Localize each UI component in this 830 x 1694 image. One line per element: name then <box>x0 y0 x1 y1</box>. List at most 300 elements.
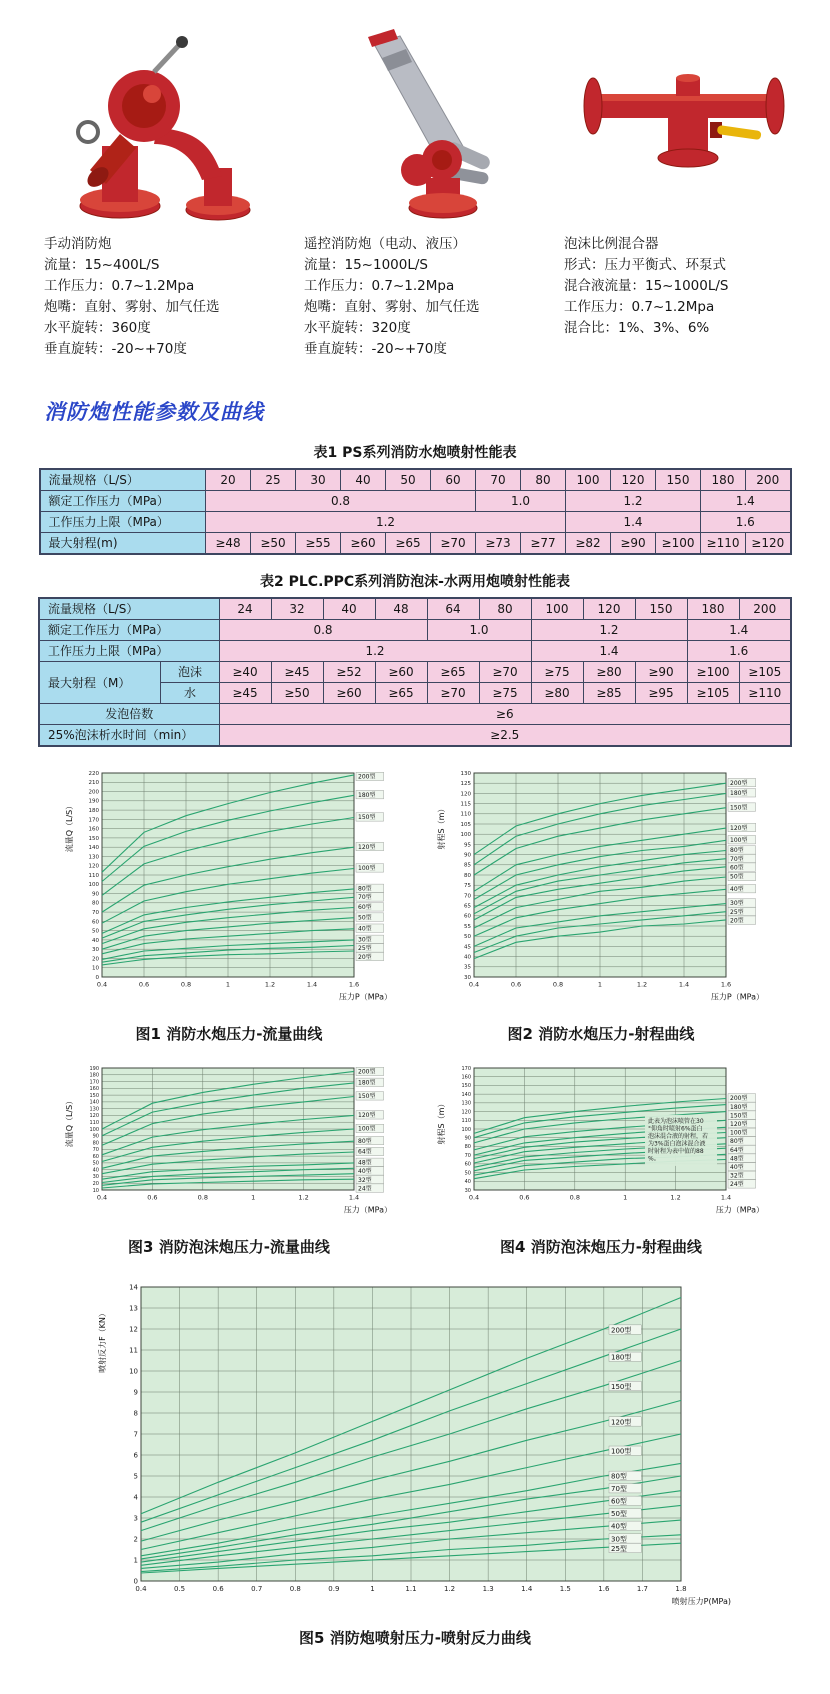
svg-text:85: 85 <box>464 862 471 869</box>
svg-text:10: 10 <box>92 965 99 972</box>
svg-text:90: 90 <box>464 1134 471 1141</box>
data-cell: ≥110 <box>701 532 746 554</box>
product-spec-line: 工作压力：0.7~1.2Mpa <box>304 277 455 294</box>
data-cell: ≥82 <box>566 532 611 554</box>
svg-text:1.2: 1.2 <box>670 1193 681 1202</box>
svg-text:0.4: 0.4 <box>135 1584 147 1593</box>
svg-text:35: 35 <box>464 964 471 971</box>
svg-text:50: 50 <box>464 1169 471 1176</box>
svg-text:100型: 100型 <box>611 1447 632 1456</box>
svg-text:压力P（MPa）: 压力P（MPa） <box>338 992 392 1002</box>
chart-caption: 图4 消防泡沫炮压力-射程曲线 <box>500 1237 702 1256</box>
svg-text:10: 10 <box>92 1187 99 1194</box>
svg-text:30: 30 <box>92 946 99 953</box>
product-spec-line: 工作压力：0.7~1.2Mpa <box>44 277 195 294</box>
svg-text:20: 20 <box>92 1180 99 1187</box>
product-spec-line: 流量：15~1000L/S <box>304 256 428 273</box>
svg-text:45: 45 <box>464 943 471 950</box>
svg-text:1: 1 <box>251 1193 256 1202</box>
svg-text:100: 100 <box>461 1126 471 1133</box>
data-cell: 1.2 <box>566 490 701 511</box>
svg-text:55: 55 <box>464 923 471 930</box>
svg-text:130: 130 <box>461 1100 471 1107</box>
svg-text:190: 190 <box>88 798 99 805</box>
svg-text:1.2: 1.2 <box>636 980 648 989</box>
svg-text:流量Q（L/S）: 流量Q（L/S） <box>65 801 74 852</box>
svg-text:70: 70 <box>92 1146 99 1153</box>
data-cell: ≥52 <box>323 661 375 682</box>
data-cell: ≥80 <box>583 661 635 682</box>
svg-text:150: 150 <box>461 1082 471 1089</box>
svg-text:150型: 150型 <box>730 1111 748 1119</box>
data-cell: ≥65 <box>375 682 427 703</box>
svg-text:50: 50 <box>92 928 99 935</box>
charts-row-2 <box>0 1060 830 1257</box>
data-cell: 180 <box>687 598 739 620</box>
data-cell: 1.6 <box>687 640 791 661</box>
svg-text:80: 80 <box>464 872 471 879</box>
svg-text:32型: 32型 <box>730 1172 744 1180</box>
charts-row-1 <box>0 763 830 1044</box>
svg-text:30: 30 <box>92 1173 99 1180</box>
svg-text:13: 13 <box>129 1303 138 1312</box>
data-cell: 1.6 <box>701 511 791 532</box>
row-label-cell: 工作压力上限（MPa） <box>40 511 206 532</box>
data-cell: 150 <box>635 598 687 620</box>
svg-text:160: 160 <box>88 826 99 833</box>
svg-text:25型: 25型 <box>611 1544 627 1553</box>
svg-text:1.6: 1.6 <box>720 980 732 989</box>
svg-text:压力（MPa）: 压力（MPa） <box>343 1205 392 1215</box>
table-row <box>39 619 791 640</box>
data-cell: ≥60 <box>341 532 386 554</box>
svg-text:时射程为表中值的88: 时射程为表中值的88 <box>648 1147 704 1155</box>
svg-text:射程S（m）: 射程S（m） <box>437 1099 446 1144</box>
svg-text:2: 2 <box>133 1534 138 1543</box>
svg-text:30: 30 <box>464 974 471 981</box>
svg-text:65: 65 <box>464 903 471 910</box>
figure-4 <box>432 1060 770 1257</box>
svg-text:70型: 70型 <box>611 1484 627 1493</box>
svg-text:100型: 100型 <box>358 1125 376 1133</box>
svg-text:160: 160 <box>461 1073 471 1080</box>
svg-text:0: 0 <box>133 1576 138 1585</box>
svg-text:0.9: 0.9 <box>328 1584 340 1593</box>
table-row <box>39 598 791 620</box>
svg-text:120: 120 <box>88 863 99 870</box>
svg-text:0.8: 0.8 <box>289 1584 301 1593</box>
svg-text:40: 40 <box>92 937 99 944</box>
product-spec-line: 垂直旋转：-20~+70度 <box>304 340 447 357</box>
data-cell: 70 <box>476 469 521 491</box>
svg-text:24型: 24型 <box>730 1180 744 1188</box>
svg-text:泡沫混合液的射程，若: 泡沫混合液的射程，若 <box>648 1132 709 1140</box>
svg-text:0.4: 0.4 <box>468 980 480 989</box>
row-label-cell: 发泡倍数 <box>39 703 219 724</box>
data-cell: ≥65 <box>386 532 431 554</box>
svg-text:0.6: 0.6 <box>138 980 150 989</box>
svg-text:40型: 40型 <box>611 1522 627 1531</box>
proportioner-top-cap <box>676 74 700 96</box>
data-cell: 1.0 <box>427 619 531 640</box>
svg-text:压力P（MPa）: 压力P（MPa） <box>710 992 764 1002</box>
row-label-cell: 水 <box>161 682 219 703</box>
product-spec-line: 工作压力：0.7~1.2Mpa <box>564 298 715 315</box>
product-foam-proportioner <box>564 26 800 360</box>
svg-text:60型: 60型 <box>358 903 372 911</box>
data-cell: ≥110 <box>739 682 791 703</box>
svg-text:80: 80 <box>464 1143 471 1150</box>
data-cell: ≥60 <box>375 661 427 682</box>
data-cell: ≥75 <box>531 661 583 682</box>
svg-text:1.4: 1.4 <box>521 1584 533 1593</box>
svg-text:此表为泡沫喷管在30: 此表为泡沫喷管在30 <box>648 1117 704 1125</box>
svg-text:40型: 40型 <box>730 1163 744 1171</box>
svg-text:80: 80 <box>92 1139 99 1146</box>
product-photo-remote-fire-monitor-image <box>322 28 522 228</box>
data-cell: 80 <box>521 469 566 491</box>
data-cell: 20 <box>206 469 251 491</box>
data-cell: ≥105 <box>687 682 739 703</box>
data-cell: ≥80 <box>531 682 583 703</box>
product-name: 手动消防炮 <box>44 236 112 252</box>
data-cell: ≥105 <box>739 661 791 682</box>
svg-text:180型: 180型 <box>730 789 748 797</box>
svg-text:1: 1 <box>225 980 231 989</box>
svg-text:0.8: 0.8 <box>180 980 192 989</box>
svg-text:75: 75 <box>464 882 471 889</box>
svg-text:170: 170 <box>88 816 99 823</box>
svg-text:115: 115 <box>460 801 471 808</box>
svg-text:180: 180 <box>88 807 99 814</box>
svg-text:50: 50 <box>92 1160 99 1167</box>
svg-text:50型: 50型 <box>611 1509 627 1518</box>
svg-text:1.5: 1.5 <box>559 1584 571 1593</box>
svg-text:90: 90 <box>92 1133 99 1140</box>
svg-text:210: 210 <box>88 779 99 786</box>
svg-text:5: 5 <box>133 1471 138 1480</box>
svg-text:20型: 20型 <box>730 916 744 924</box>
data-cell: 0.8 <box>219 619 427 640</box>
svg-text:6: 6 <box>133 1450 138 1459</box>
data-cell: ≥55 <box>296 532 341 554</box>
data-cell: ≥100 <box>656 532 701 554</box>
svg-text:220: 220 <box>88 770 99 777</box>
table-row <box>39 640 791 661</box>
data-cell: 120 <box>583 598 635 620</box>
product-spec-line: 炮嘴：直射、雾射、加气任选 <box>44 298 220 315</box>
svg-text:100: 100 <box>89 1126 99 1133</box>
svg-text:100: 100 <box>460 831 471 838</box>
data-cell: 30 <box>296 469 341 491</box>
data-cell: ≥45 <box>271 661 323 682</box>
svg-text:180型: 180型 <box>358 791 376 799</box>
svg-text:70型: 70型 <box>730 855 744 863</box>
svg-text:1.6: 1.6 <box>348 980 360 989</box>
product-photo-wrap <box>564 26 800 228</box>
data-cell: 24 <box>219 598 271 620</box>
svg-text:0.7: 0.7 <box>251 1584 263 1593</box>
product-remote-monitor <box>304 26 540 360</box>
chart-fig1-pressure-flow <box>60 763 398 1017</box>
svg-text:200型: 200型 <box>730 1094 748 1102</box>
svg-text:1: 1 <box>623 1193 628 1202</box>
data-cell: 1.4 <box>531 640 687 661</box>
svg-text:60: 60 <box>92 1153 99 1160</box>
svg-text:160: 160 <box>89 1085 99 1092</box>
proportioner-body <box>658 116 718 167</box>
svg-text:48型: 48型 <box>730 1154 744 1162</box>
svg-text:80型: 80型 <box>730 846 744 854</box>
svg-text:32型: 32型 <box>358 1176 372 1184</box>
row-label-cell: 最大射程（M） <box>39 661 161 703</box>
svg-text:40: 40 <box>464 954 471 961</box>
chart-fig4-foam-pressure-range <box>432 1060 770 1230</box>
product-photo-wrap <box>44 26 280 228</box>
svg-text:130: 130 <box>89 1105 99 1112</box>
svg-text:1.4: 1.4 <box>678 980 690 989</box>
chart-caption: 图5 消防炮喷射压力-喷射反力曲线 <box>299 1628 531 1647</box>
data-cell: ≥100 <box>687 661 739 682</box>
data-cell: 25 <box>251 469 296 491</box>
svg-text:0.6: 0.6 <box>147 1193 158 1202</box>
row-label-cell: 流量规格（L/S） <box>40 469 206 491</box>
svg-text:60: 60 <box>92 918 99 925</box>
svg-text:30型: 30型 <box>730 899 744 907</box>
table2-title: 表2 PLC.PPC系列消防泡沫-水两用炮喷射性能表 <box>260 573 570 590</box>
svg-text:64型: 64型 <box>358 1148 372 1156</box>
data-cell: 0.8 <box>206 490 476 511</box>
svg-text:30型: 30型 <box>358 936 372 944</box>
products-row <box>0 0 830 360</box>
table2-plc-ppc-series-performance <box>38 597 792 747</box>
product-spec-line: 混合液流量：15~1000L/S <box>564 277 729 294</box>
svg-text:0.4: 0.4 <box>96 980 108 989</box>
svg-text:40型: 40型 <box>358 1167 372 1175</box>
product-photo-foam-proportioner-image <box>572 42 792 202</box>
product-spec-line: 流量：15~400L/S <box>44 256 160 273</box>
svg-text:70型: 70型 <box>358 893 372 901</box>
row-label-cell: 额定工作压力（MPa） <box>40 490 206 511</box>
svg-text:120型: 120型 <box>730 1120 748 1128</box>
svg-text:1: 1 <box>133 1555 138 1564</box>
svg-text:100型: 100型 <box>358 864 376 872</box>
svg-text:25型: 25型 <box>358 944 372 952</box>
svg-text:200型: 200型 <box>611 1325 632 1334</box>
svg-text:80型: 80型 <box>730 1137 744 1145</box>
svg-text:100型: 100型 <box>730 836 748 844</box>
data-cell: 100 <box>531 598 583 620</box>
data-cell: 1.0 <box>476 490 566 511</box>
row-label-cell: 泡沫 <box>161 661 219 682</box>
svg-text:70: 70 <box>92 909 99 916</box>
svg-text:%。: %。 <box>648 1154 660 1162</box>
data-cell: ≥73 <box>476 532 521 554</box>
product-spec-line: 水平旋转：360度 <box>44 319 151 336</box>
svg-text:70: 70 <box>464 1152 471 1159</box>
table1-ps-series-performance <box>39 468 792 555</box>
svg-text:120型: 120型 <box>611 1417 632 1426</box>
svg-text:120: 120 <box>89 1112 99 1119</box>
svg-text:110: 110 <box>88 872 99 879</box>
chart-fig2-pressure-range <box>432 763 770 1017</box>
svg-text:1.2: 1.2 <box>444 1584 456 1593</box>
svg-text:80型: 80型 <box>358 1137 372 1145</box>
charts-row-3 <box>0 1275 830 1648</box>
data-cell: 48 <box>375 598 427 620</box>
svg-text:4: 4 <box>133 1492 138 1501</box>
svg-text:150型: 150型 <box>611 1382 632 1391</box>
svg-text:30型: 30型 <box>611 1534 627 1543</box>
svg-text:200型: 200型 <box>358 1068 376 1076</box>
product-spec-line: 水平旋转：320度 <box>304 319 411 336</box>
svg-text:90: 90 <box>464 852 471 859</box>
svg-text:9: 9 <box>133 1387 138 1396</box>
svg-text:180型: 180型 <box>358 1079 376 1087</box>
svg-text:24型: 24型 <box>358 1184 372 1192</box>
svg-text:8: 8 <box>133 1408 138 1417</box>
figure-2 <box>432 763 770 1044</box>
table-row <box>40 532 791 554</box>
svg-text:150型: 150型 <box>730 803 748 811</box>
svg-text:125: 125 <box>460 780 471 787</box>
table-row <box>40 511 791 532</box>
svg-text:0.6: 0.6 <box>510 980 522 989</box>
data-cell: 150 <box>656 469 701 491</box>
data-cell: ≥85 <box>583 682 635 703</box>
svg-text:110: 110 <box>460 811 471 818</box>
svg-text:190: 190 <box>89 1065 99 1072</box>
data-cell: 50 <box>386 469 431 491</box>
product-spec-list <box>304 255 540 360</box>
product-manual-monitor <box>44 26 280 360</box>
product-spec-line: 垂直旋转：-20~+70度 <box>44 340 187 357</box>
svg-text:60: 60 <box>464 913 471 920</box>
product-name: 遥控消防炮（电动、液压） <box>304 236 466 252</box>
row-label-cell: 流量规格（L/S） <box>39 598 219 620</box>
svg-text:1.4: 1.4 <box>306 980 318 989</box>
data-cell: ≥120 <box>746 532 791 554</box>
row-label-cell: 额定工作压力（MPa） <box>39 619 219 640</box>
svg-text:150: 150 <box>89 1092 99 1099</box>
svg-text:100型: 100型 <box>730 1129 748 1137</box>
svg-text:压力（MPa）: 压力（MPa） <box>715 1205 764 1215</box>
product-photo-manual-fire-monitor-image <box>62 28 262 228</box>
svg-text:180: 180 <box>89 1072 99 1079</box>
chart-fig3-foam-pressure-flow <box>60 1060 398 1230</box>
data-cell: 200 <box>746 469 791 491</box>
data-cell: ≥65 <box>427 661 479 682</box>
proportioner-valve-handle <box>710 122 762 140</box>
svg-text:0.4: 0.4 <box>96 1193 108 1202</box>
table-row <box>39 661 791 682</box>
data-cell: ≥60 <box>323 682 375 703</box>
svg-text:1.7: 1.7 <box>636 1584 648 1593</box>
svg-text:150: 150 <box>88 835 99 842</box>
svg-text:40型: 40型 <box>730 885 744 893</box>
svg-text:60型: 60型 <box>730 863 744 871</box>
svg-text:40型: 40型 <box>358 924 372 932</box>
svg-text:0.4: 0.4 <box>468 1193 480 1202</box>
data-cell: ≥40 <box>219 661 271 682</box>
svg-text:70: 70 <box>464 892 471 899</box>
svg-text:110: 110 <box>461 1117 471 1124</box>
svg-text:120型: 120型 <box>358 843 376 851</box>
svg-text:1: 1 <box>597 980 603 989</box>
svg-text:喷射压力P(MPa): 喷射压力P(MPa) <box>671 1596 731 1606</box>
svg-text:105: 105 <box>460 821 471 828</box>
data-cell: 1.2 <box>219 640 531 661</box>
monitor-barrel <box>368 29 464 160</box>
svg-text:95: 95 <box>464 841 471 848</box>
svg-text:7: 7 <box>133 1429 138 1438</box>
data-cell: 180 <box>701 469 746 491</box>
data-cell: 1.2 <box>206 511 566 532</box>
product-spec-line: 炮嘴：直射、雾射、加气任选 <box>304 298 480 315</box>
svg-text:64型: 64型 <box>730 1146 744 1154</box>
svg-text:12: 12 <box>129 1324 138 1333</box>
svg-text:40: 40 <box>92 1166 99 1173</box>
svg-text:0.8: 0.8 <box>569 1193 580 1202</box>
svg-text:120型: 120型 <box>358 1111 376 1119</box>
svg-text:14: 14 <box>129 1282 138 1291</box>
svg-text:140: 140 <box>461 1091 471 1098</box>
svg-text:0.5: 0.5 <box>174 1584 186 1593</box>
data-cell: ≥45 <box>219 682 271 703</box>
section-title: 消防炮性能参数及曲线 <box>44 399 264 424</box>
svg-text:°仰角时喷射6%蛋白: °仰角时喷射6%蛋白 <box>648 1124 703 1132</box>
svg-text:0.6: 0.6 <box>519 1193 530 1202</box>
data-cell: ≥70 <box>431 532 476 554</box>
product-spec-line: 混合比：1%、3%、6% <box>564 319 710 336</box>
svg-text:50: 50 <box>464 933 471 940</box>
svg-text:1.1: 1.1 <box>405 1584 417 1593</box>
data-cell: 32 <box>271 598 323 620</box>
table-row <box>39 703 791 724</box>
data-cell: 80 <box>479 598 531 620</box>
data-cell: 1.4 <box>566 511 701 532</box>
svg-text:为3%蛋白泡沫混合液: 为3%蛋白泡沫混合液 <box>648 1139 706 1147</box>
svg-text:40: 40 <box>464 1178 471 1185</box>
svg-text:100: 100 <box>88 881 99 888</box>
data-cell: ≥6 <box>219 703 791 724</box>
svg-text:200型: 200型 <box>730 779 748 787</box>
svg-text:1.3: 1.3 <box>482 1584 494 1593</box>
svg-text:80型: 80型 <box>611 1472 627 1481</box>
svg-text:1.6: 1.6 <box>598 1584 610 1593</box>
svg-text:1.4: 1.4 <box>348 1193 360 1202</box>
svg-text:0.8: 0.8 <box>552 980 564 989</box>
svg-text:170: 170 <box>89 1078 99 1085</box>
svg-text:140: 140 <box>89 1099 99 1106</box>
svg-text:50型: 50型 <box>358 913 372 921</box>
svg-text:喷射反力F（KN）: 喷射反力F（KN） <box>98 1308 107 1373</box>
svg-text:80型: 80型 <box>358 885 372 893</box>
product-spec-list <box>564 255 800 339</box>
svg-text:25型: 25型 <box>730 908 744 916</box>
row-label-cell: 25%泡沫析水时间（min） <box>39 724 219 746</box>
data-cell: 100 <box>566 469 611 491</box>
product-spec-list <box>44 255 280 360</box>
svg-text:50型: 50型 <box>730 873 744 881</box>
data-cell: 1.4 <box>687 619 791 640</box>
svg-text:48型: 48型 <box>358 1159 372 1167</box>
svg-text:200型: 200型 <box>358 773 376 781</box>
data-cell: ≥48 <box>206 532 251 554</box>
svg-text:1.2: 1.2 <box>264 980 276 989</box>
figure-1 <box>60 763 398 1044</box>
data-cell: ≥77 <box>521 532 566 554</box>
